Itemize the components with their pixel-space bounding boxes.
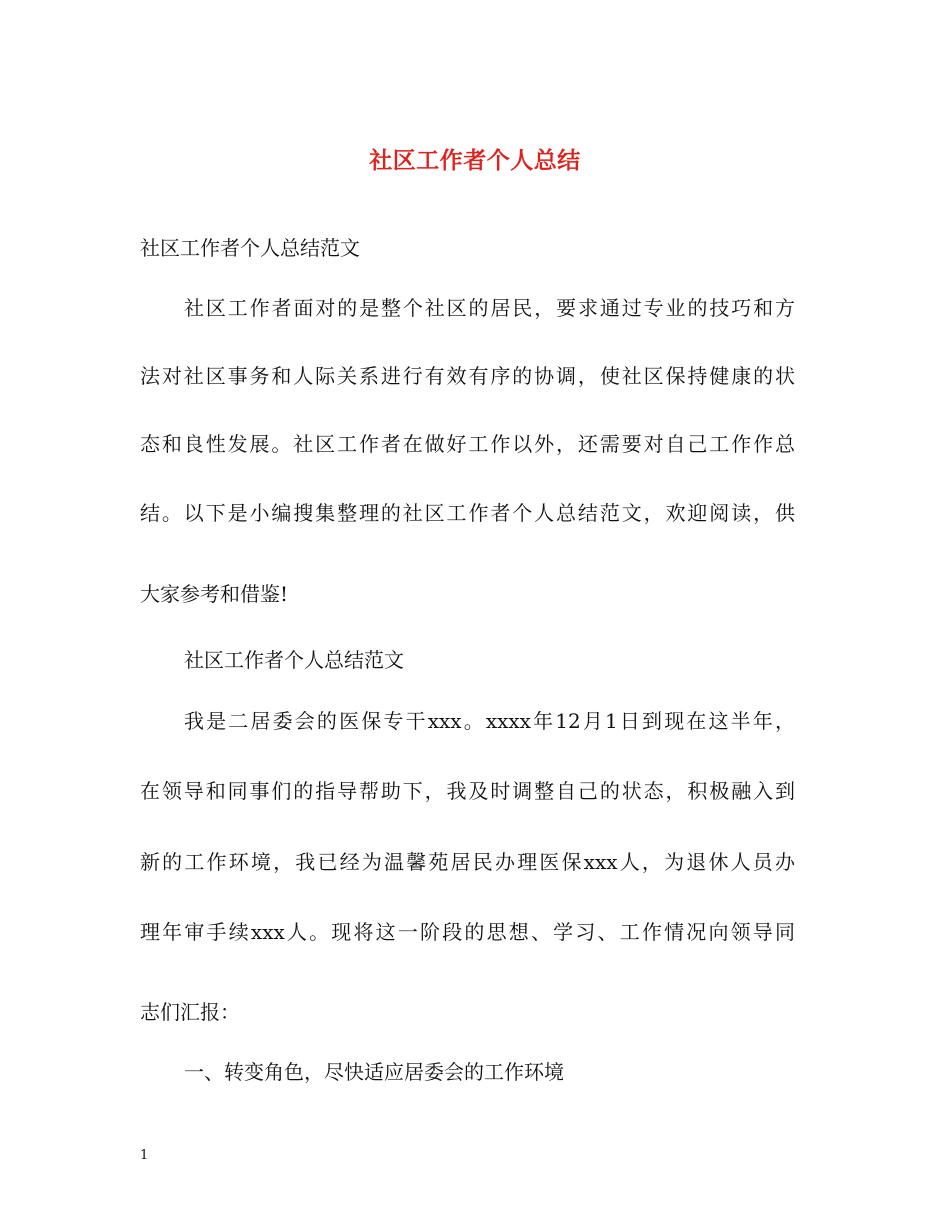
page-number: 1 xyxy=(140,1148,149,1163)
intro-line-3: 态和良性发展。社区工作者在做好工作以外，还需要对自己工作作总 xyxy=(140,432,795,456)
intro-line-5: 大家参考和借鉴! xyxy=(140,582,289,606)
point-heading: 一、转变角色，尽快适应居委会的工作环境 xyxy=(184,1060,564,1084)
page-title: 社区工作者个人总结 xyxy=(369,147,581,174)
body-line-4: 理年审手续xxx人。现将这一阶段的思想、学习、工作情况向领导同 xyxy=(140,920,795,944)
intro-line-2: 法对社区事务和人际关系进行有效有序的协调，使社区保持健康的状 xyxy=(140,364,795,388)
intro-line-1: 社区工作者面对的是整个社区的居民，要求通过专业的技巧和方 xyxy=(184,296,795,320)
body-line-1: 我是二居委会的医保专干xxx。xxxx年12月1日到现在这半年， xyxy=(184,709,795,733)
intro-line-4: 结。以下是小编搜集整理的社区工作者个人总结范文，欢迎阅读，供 xyxy=(140,501,795,525)
body-line-2: 在领导和同事们的指导帮助下，我及时调整自己的状态，积极融入到 xyxy=(140,779,795,803)
body-line-3: 新的工作环境，我已经为温馨苑居民办理医保xxx人，为退休人员办 xyxy=(140,850,795,874)
section-heading: 社区工作者个人总结范文 xyxy=(184,648,404,672)
subtitle: 社区工作者个人总结范文 xyxy=(140,236,360,260)
body-line-5: 志们汇报： xyxy=(140,1000,240,1024)
